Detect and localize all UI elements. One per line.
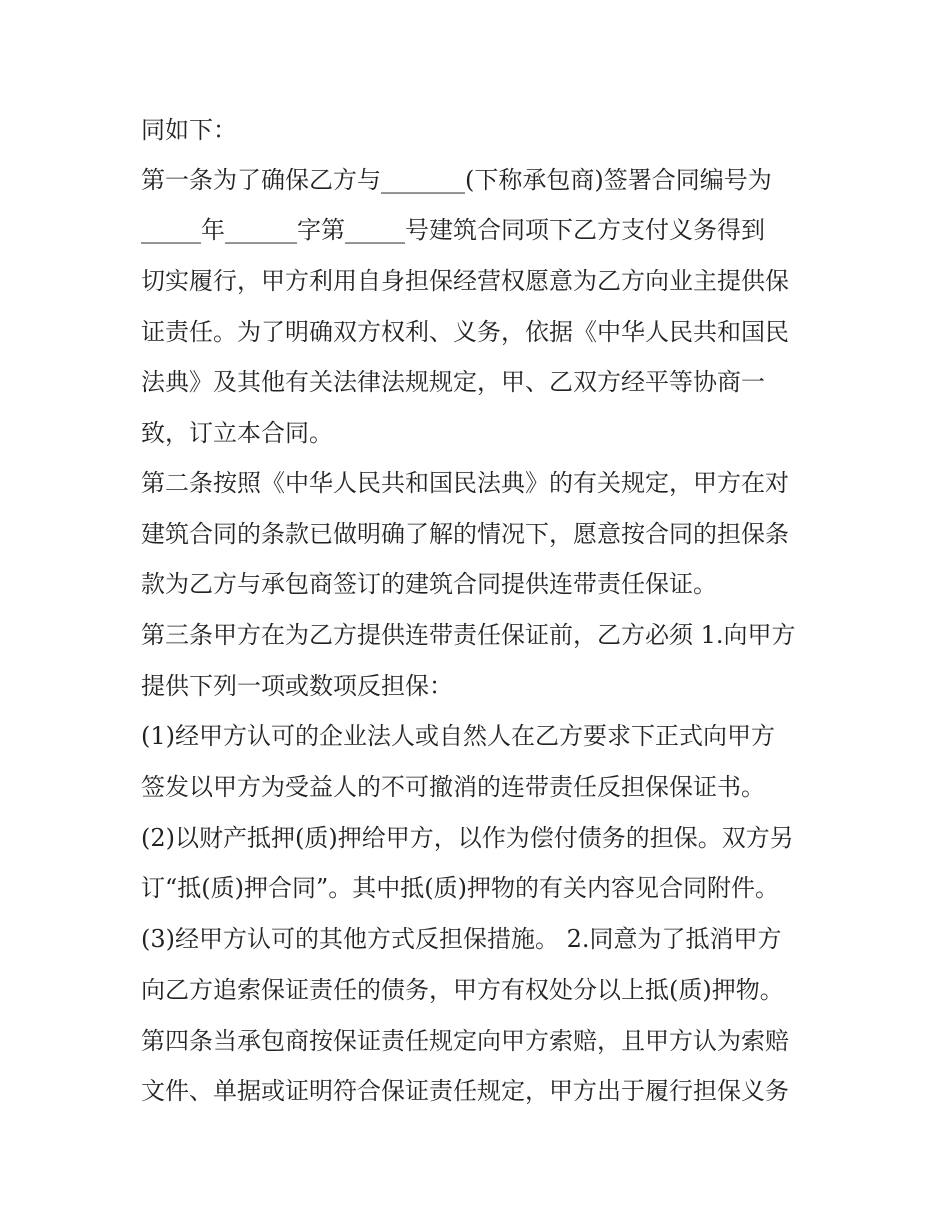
text-line: 法典》及其他有关法律法规规定，甲、乙双方经平等协商一 bbox=[141, 368, 765, 396]
text-line: 款为乙方与承包商签订的建筑合同提供连带责任保证。 bbox=[141, 570, 717, 598]
text-line: 第四条当承包商按保证责任规定向甲方索赔，且甲方认为索赔 bbox=[141, 1027, 789, 1055]
text-line: (1)经甲方认可的企业法人或自然人在乙方要求下正式向甲方 bbox=[141, 722, 775, 750]
text-line: 致，订立本合同。 bbox=[141, 419, 333, 447]
text-line: 同如下： bbox=[141, 116, 237, 144]
text-line: 第一条为了确保乙方与_______(下称承包商)签署合同编号为 bbox=[141, 166, 772, 194]
text-line: 切实履行，甲方利用自身担保经营权愿意为乙方向业主提供保 bbox=[141, 267, 789, 295]
text-line: 建筑合同的条款已做明确了解的情况下，愿意按合同的担保条 bbox=[141, 520, 789, 548]
text-line: 证责任。为了明确双方权利、义务，依据《中华人民共和国民 bbox=[141, 318, 789, 346]
text-line: 第二条按照《中华人民共和国民法典》的有关规定，甲方在对 bbox=[141, 469, 789, 497]
text-line: 订“抵(质)押合同”。其中抵(质)押物的有关内容见合同附件。 bbox=[141, 874, 779, 902]
text-line: 签发以甲方为受益人的不可撤消的连带责任反担保保证书。 bbox=[141, 773, 765, 801]
text-line: 文件、单据或证明符合保证责任规定，甲方出于履行担保义务 bbox=[141, 1077, 789, 1105]
text-line: 提供下列一项或数项反担保： bbox=[141, 672, 453, 700]
text-line: (2)以财产抵押(质)押给甲方，以作为偿付债务的担保。双方另 bbox=[141, 824, 794, 852]
text-line: (3)经甲方认可的其他方式反担保措施。 2.同意为了抵消甲方 bbox=[141, 925, 782, 953]
text-line: 向乙方追索保证责任的债务，甲方有权处分以上抵(质)押物。 bbox=[141, 976, 784, 1004]
text-line: 第三条甲方在为乙方提供连带责任保证前，乙方必须 1.向甲方 bbox=[141, 621, 796, 649]
text-line: _____年______字第_____号建筑合同项下乙方支付义务得到 bbox=[141, 216, 765, 244]
